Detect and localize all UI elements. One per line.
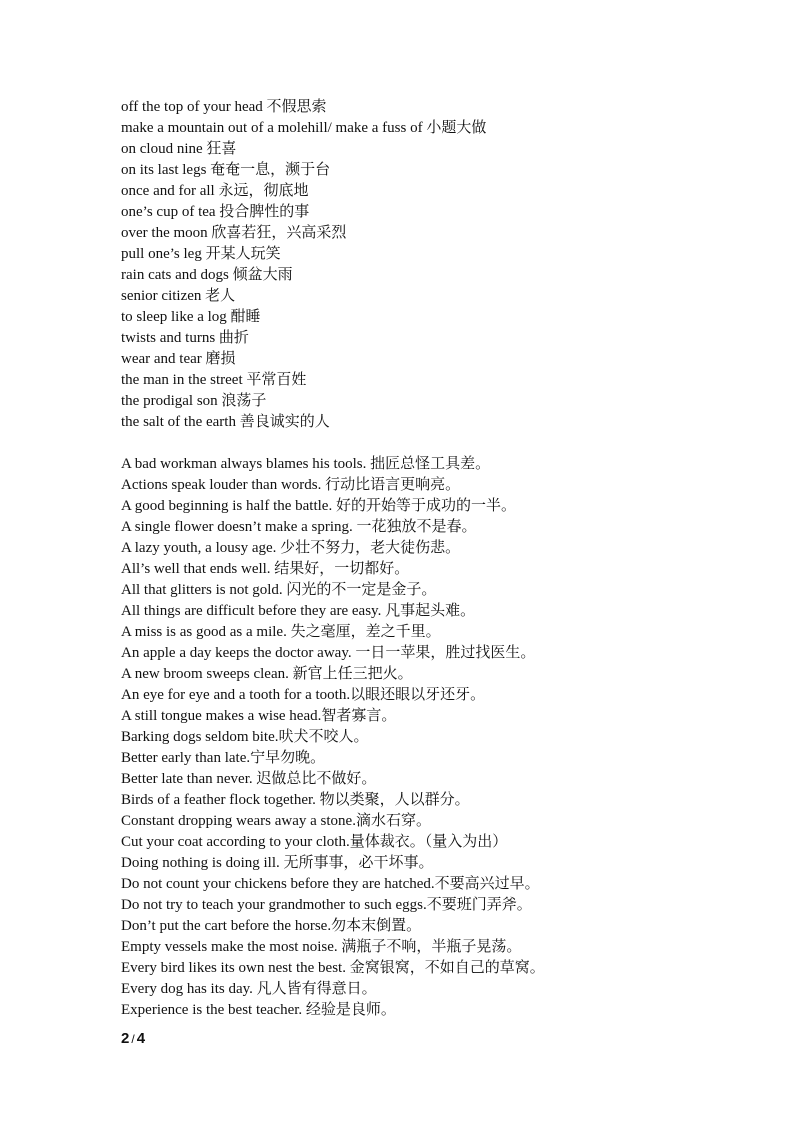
idiom-line: one’s cup of tea 投合脾性的事 [121,204,310,220]
proverb-line: Do not count your chickens before they are hatched.不要高兴过早。 [121,876,540,892]
idiom-line: wear and tear 磨损 [121,351,236,367]
idiom-line: rain cats and dogs 倾盆大雨 [121,267,293,283]
proverb-line: All’s well that ends well. 结果好，一切都好。 [121,561,410,577]
document-body [121,97,761,1021]
idiom-line: off the top of your head 不假思索 [121,99,327,115]
proverb-line: Better late than never. 迟做总比不做好。 [121,771,377,787]
idiom-line: on cloud nine 狂喜 [121,141,237,157]
page-number-total: 4 [136,1030,146,1047]
proverb-line: An eye for eye and a tooth for a tooth.以眼还眼以牙还牙。 [121,687,486,703]
proverb-line: A new broom sweeps clean. 新官上任三把火。 [121,666,413,682]
proverb-line: A lazy youth, a lousy age. 少壮不努力，老大徒伤悲。 [121,540,461,556]
page-number-current: 2 [121,1030,130,1047]
proverb-line: A good beginning is half the battle. 好的开始等于成功的一半。 [121,498,516,514]
proverb-line: Cut your coat according to your cloth.量体裁衣。（量入为出） [121,834,508,850]
idiom-line: over the moon 欣喜若狂，兴高采烈 [121,225,347,241]
page-number [121,1029,145,1049]
proverb-line: Do not try to teach your grandmother to such eggs.不要班门弄斧。 [121,897,532,913]
proverb-line: Better early than late.宁早勿晚。 [121,750,326,766]
idiom-line: senior citizen 老人 [121,288,236,304]
proverb-line: Every bird likes its own nest the best. 金窝银窝，不如自己的草窝。 [121,960,545,976]
proverb-line: A single flower doesn’t make a spring. 一花独放不是春。 [121,519,477,535]
proverb-line: Don’t put the cart before the horse.勿本末倒置。 [121,918,422,934]
idiom-line: pull one’s leg 开某人玩笑 [121,246,281,262]
proverb-line: Empty vessels make the most noise. 满瓶子不响，半瓶子晃荡。 [121,939,522,955]
idiom-line: twists and turns 曲折 [121,330,249,346]
idiom-line: on its last legs 奄奄一息，濒于台 [121,162,331,178]
proverb-line: A still tongue makes a wise head.智者寡言。 [121,708,397,724]
proverb-line: Experience is the best teacher. 经验是良师。 [121,1002,396,1018]
proverb-line: Every dog has its day. 凡人皆有得意日。 [121,981,377,997]
proverb-line: Barking dogs seldom bite.吠犬不咬人。 [121,729,369,745]
idiom-line: to sleep like a log 酣睡 [121,309,261,325]
proverb-line: All that glitters is not gold. 闪光的不一定是金子。 [121,582,437,598]
proverb-line: A miss is as good as a mile. 失之毫厘，差之千里。 [121,624,441,640]
idiom-list [121,97,761,433]
proverb-line: A bad workman always blames his tools. 拙匠总怪工具差。 [121,456,491,472]
idiom-line: make a mountain out of a molehill/ make a fuss of 小题大做 [121,120,487,136]
idiom-line: the salt of the earth 善良诚实的人 [121,414,330,430]
proverb-list [121,454,761,1021]
proverb-line: Constant dropping wears away a stone.滴水石穿。 [121,813,431,829]
section-spacer [121,433,761,454]
idiom-line: the man in the street 平常百姓 [121,372,307,388]
proverb-line: All things are difficult before they are easy. 凡事起头难。 [121,603,476,619]
proverb-line: Actions speak louder than words. 行动比语言更响亮。 [121,477,461,493]
proverb-line: Doing nothing is doing ill. 无所事事，必干坏事。 [121,855,434,871]
page-number-separator: / [131,1032,135,1046]
proverb-line: Birds of a feather flock together. 物以类聚，人以群分。 [121,792,470,808]
idiom-line: the prodigal son 浪荡子 [121,393,267,409]
proverb-line: An apple a day keeps the doctor away. 一日一苹果，胜过找医生。 [121,645,536,661]
idiom-line: once and for all 永远，彻底地 [121,183,309,199]
